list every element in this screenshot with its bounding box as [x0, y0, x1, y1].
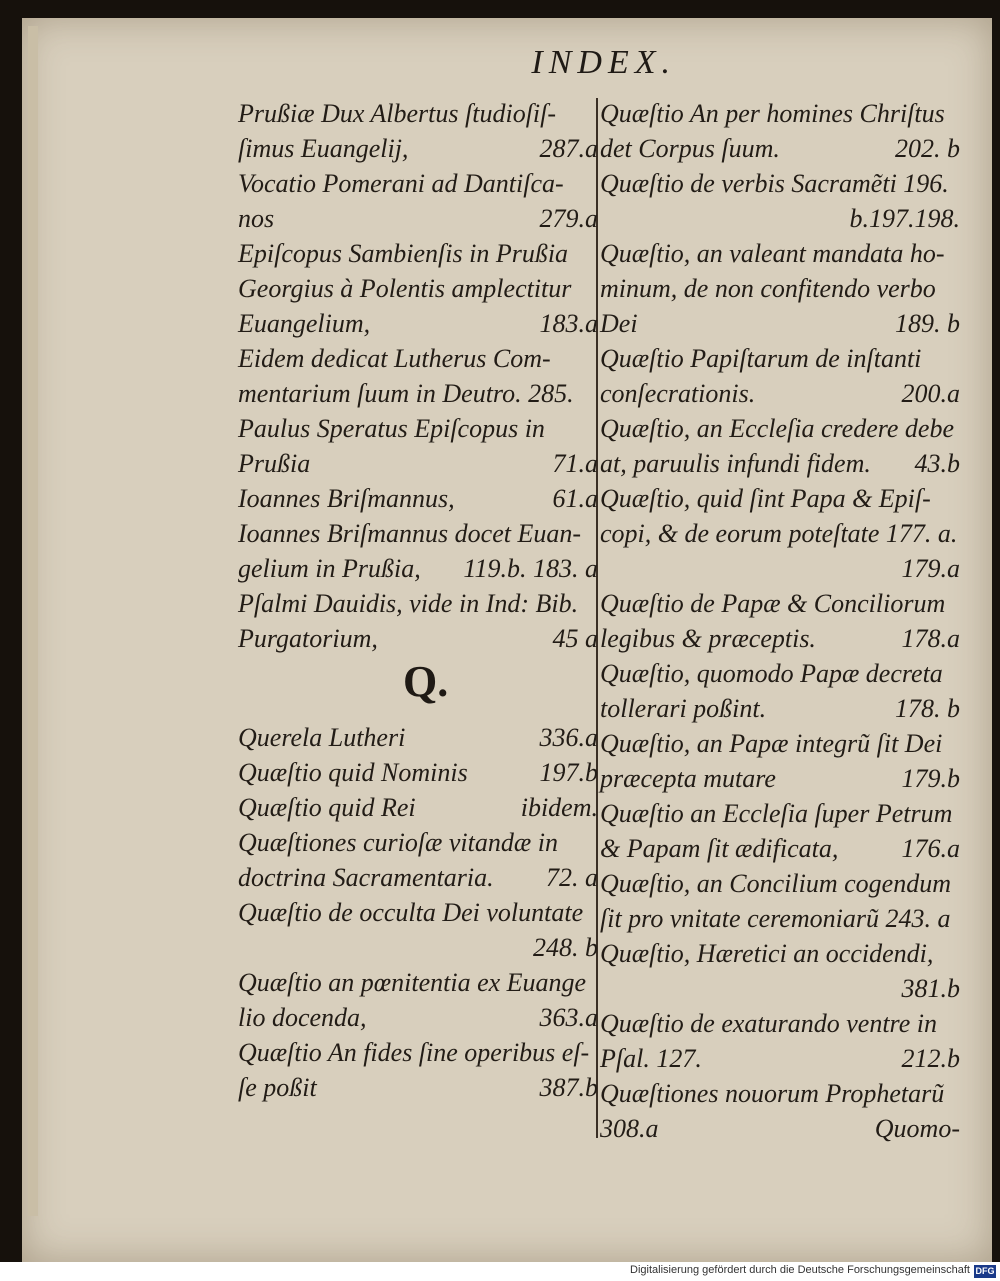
footer-credit: Digitalisierung gefördert durch die Deutsche Forschungsgemeinschaft: [630, 1264, 970, 1276]
index-entry: [600, 761, 960, 796]
entry-page-ref: 279.a: [539, 204, 598, 233]
index-entry: [238, 481, 598, 516]
entry-text: ſimus Euangelij,: [238, 134, 409, 163]
index-entry: [238, 411, 598, 446]
entry-text: det Corpus ſuum.: [600, 134, 780, 163]
entry-page-ref: 248. b: [533, 933, 598, 962]
entry-page-ref: 183.a: [539, 309, 598, 338]
index-entry: [600, 376, 960, 411]
index-entry: [238, 965, 598, 1000]
index-entry: [238, 131, 598, 166]
entry-text: gelium in Prußia,: [238, 554, 421, 583]
index-entry: [238, 930, 598, 965]
entry-text: 308.a: [600, 1114, 659, 1143]
entry-text: Quæſtio, an valeant mandata ho-: [600, 239, 945, 268]
entry-page-ref: 119.b. 183. a: [463, 554, 598, 583]
entry-text: Quæſtio de Papæ & Conciliorum: [600, 589, 946, 618]
entry-text: Quæſtio, Hæretici an occidendi,: [600, 939, 934, 968]
entry-text: Quæſtio de verbis Sacramẽti 196.: [600, 169, 949, 198]
index-entry: [600, 831, 960, 866]
entry-text: Quæſtio An per homines Chriſtus: [600, 99, 945, 128]
dfg-logo: DFG: [975, 1266, 995, 1276]
index-entry: [238, 586, 598, 621]
index-entry: [600, 586, 960, 621]
entry-text: tollerari poßint.: [600, 694, 767, 723]
entry-page-ref: 61.a: [552, 484, 598, 513]
entry-page-ref: 287.a: [539, 134, 598, 163]
index-entry: [238, 271, 598, 306]
index-entry: [600, 1076, 960, 1111]
entry-text: Prußia: [238, 449, 311, 478]
entry-text: Quæſtio Papiſtarum de inſtanti: [600, 344, 922, 373]
index-entry: [238, 201, 598, 236]
index-entry: [238, 516, 598, 551]
entry-page-ref: 212.b: [901, 1044, 960, 1073]
index-entry: [238, 860, 598, 895]
index-entry: [238, 790, 598, 825]
index-entry: [600, 166, 960, 201]
index-entry: [600, 691, 960, 726]
entry-text: Dei: [600, 309, 638, 338]
entry-text: Quæſtio quid Rei: [238, 793, 416, 822]
entry-page-ref: b.197.198.: [849, 204, 960, 233]
entry-text: Pſalmi Dauidis, vide in Ind: Bib.: [238, 589, 579, 618]
index-entry: [238, 376, 598, 411]
entry-text: & Papam ſit ædificata,: [600, 834, 839, 863]
entry-page-ref: 178. b: [895, 694, 960, 723]
entry-text: Georgius à Polentis amplectitur: [238, 274, 572, 303]
entry-page-ref: ibidem.: [520, 793, 598, 822]
entry-page-ref: 189. b: [895, 309, 960, 338]
entry-page-ref: 197.b: [539, 758, 598, 787]
entry-page-ref: 336.a: [539, 723, 598, 752]
index-entry: [238, 446, 598, 481]
index-entry: [600, 656, 960, 691]
entry-text: præcepta mutare: [600, 764, 776, 793]
index-entry: [238, 755, 598, 790]
entry-text: doctrina Sacramentaria.: [238, 863, 494, 892]
entry-page-ref: 176.a: [901, 834, 960, 863]
entry-text: nos: [238, 204, 275, 233]
entry-text: at, paruulis infundi fidem.: [600, 449, 871, 478]
entry-text: ſe poßit: [238, 1073, 317, 1102]
entry-page-ref: 387.b: [539, 1073, 598, 1102]
entry-page-ref: 178.a: [901, 624, 960, 653]
index-entry: [600, 481, 960, 516]
index-entry: [600, 726, 960, 761]
entry-text: Ioannes Briſmannus docet Euan-: [238, 519, 582, 548]
entry-text: mentarium ſuum in Deutro. 285.: [238, 379, 574, 408]
index-entry: [600, 271, 960, 306]
index-entry: [600, 201, 960, 236]
entry-page-ref: 363.a: [539, 1003, 598, 1032]
entry-text: Quæſtio, an Papæ integrũ ſit Dei: [600, 729, 943, 758]
entry-text: Euangelium,: [238, 309, 371, 338]
entry-page-ref: 200.a: [901, 379, 960, 408]
index-entry: [600, 96, 960, 131]
index-entry: [600, 516, 960, 551]
index-entry: [600, 551, 960, 586]
entry-text: Quæſtiones curioſæ vitandæ in: [238, 828, 558, 857]
index-entry: [238, 306, 598, 341]
index-entry: [600, 971, 960, 1006]
entry-text: copi, & de eorum poteſtate 177. a.: [600, 519, 958, 548]
entry-page-ref: 72. a: [546, 863, 598, 892]
entry-text: Eidem dedicat Lutherus Com-: [238, 344, 551, 373]
entry-text: Quæſtio, an Eccleſia credere debe: [600, 414, 955, 443]
entry-text: Quæſtio an pœnitentia ex Euange: [238, 968, 587, 997]
index-entry: [238, 621, 598, 656]
section-letter: [238, 656, 598, 720]
entry-page-ref: 45 a: [552, 624, 598, 653]
index-entry: [238, 96, 598, 131]
right-column: [600, 96, 960, 1146]
index-entry: [238, 1070, 598, 1105]
entry-page-ref: 179.a: [901, 554, 960, 583]
entry-text: Quæſtiones nouorum Prophetarũ: [600, 1079, 945, 1108]
index-entry: [600, 341, 960, 376]
index-entry: [600, 446, 960, 481]
entry-page-ref: 43.b: [914, 449, 960, 478]
left-column: [238, 96, 598, 1105]
index-entry: [238, 895, 598, 930]
entry-page-ref: 202. b: [895, 134, 960, 163]
entry-text: Quæſtio An fides ſine operibus eſ-: [238, 1038, 590, 1067]
index-entry: [600, 1006, 960, 1041]
entry-text: Prußiæ Dux Albertus ſtudioſiſ-: [238, 99, 557, 128]
entry-page-ref: Quomo-: [874, 1114, 960, 1143]
entry-text: legibus & præceptis.: [600, 624, 816, 653]
entry-text: Quæſtio, an Concilium cogendum: [600, 869, 951, 898]
entry-text: Quæſtio quid Nominis: [238, 758, 468, 787]
entry-text: Querela Lutheri: [238, 723, 406, 752]
entry-text: Pſal. 127.: [600, 1044, 702, 1073]
entry-text: Quæſtio de exaturando ventre in: [600, 1009, 937, 1038]
index-entry: [600, 411, 960, 446]
index-entry: [238, 825, 598, 860]
index-entry: [600, 901, 960, 936]
entry-page-ref: 71.a: [552, 449, 598, 478]
index-entry: [600, 796, 960, 831]
entry-text: Quæſtio de occulta Dei voluntate: [238, 898, 584, 927]
entry-text: conſecrationis.: [600, 379, 756, 408]
entry-page-ref: 381.b: [901, 974, 960, 1003]
entry-text: lio docenda,: [238, 1003, 367, 1032]
section-letter-text: Q.: [403, 657, 449, 706]
entry-text: ſit pro vnitate ceremoniarũ 243. a: [600, 904, 951, 933]
index-entry: [600, 1041, 960, 1076]
entry-page-ref: 179.b: [901, 764, 960, 793]
entry-text: Quæſtio, quid ſint Papa & Epiſ-: [600, 484, 931, 513]
index-entry: [238, 1035, 598, 1070]
page-edge: [28, 26, 38, 1216]
index-entry: [600, 306, 960, 341]
index-entry: [600, 621, 960, 656]
entry-text: Quæſtio an Eccleſia ſuper Petrum: [600, 799, 953, 828]
footer-bar: [0, 1262, 1000, 1281]
page-header: INDEX.: [531, 44, 676, 81]
index-entry: [600, 236, 960, 271]
index-entry: [238, 720, 598, 755]
entry-text: Ioannes Briſmannus,: [238, 484, 455, 513]
index-entry: [600, 866, 960, 901]
index-entry: [600, 936, 960, 971]
entry-text: Epiſcopus Sambienſis in Prußia: [238, 239, 569, 268]
entry-text: Purgatorium,: [238, 624, 378, 653]
index-entry: [600, 1111, 960, 1146]
entry-text: Paulus Speratus Epiſcopus in: [238, 414, 545, 443]
entry-text: minum, de non confitendo verbo: [600, 274, 936, 303]
index-entry: [238, 236, 598, 271]
index-entry: [238, 551, 598, 586]
index-entry: [600, 131, 960, 166]
entry-text: Quæſtio, quomodo Papæ decreta: [600, 659, 943, 688]
index-entry: [238, 166, 598, 201]
index-entry: [238, 1000, 598, 1035]
index-entry: [238, 341, 598, 376]
entry-text: Vocatio Pomerani ad Dantiſca-: [238, 169, 564, 198]
